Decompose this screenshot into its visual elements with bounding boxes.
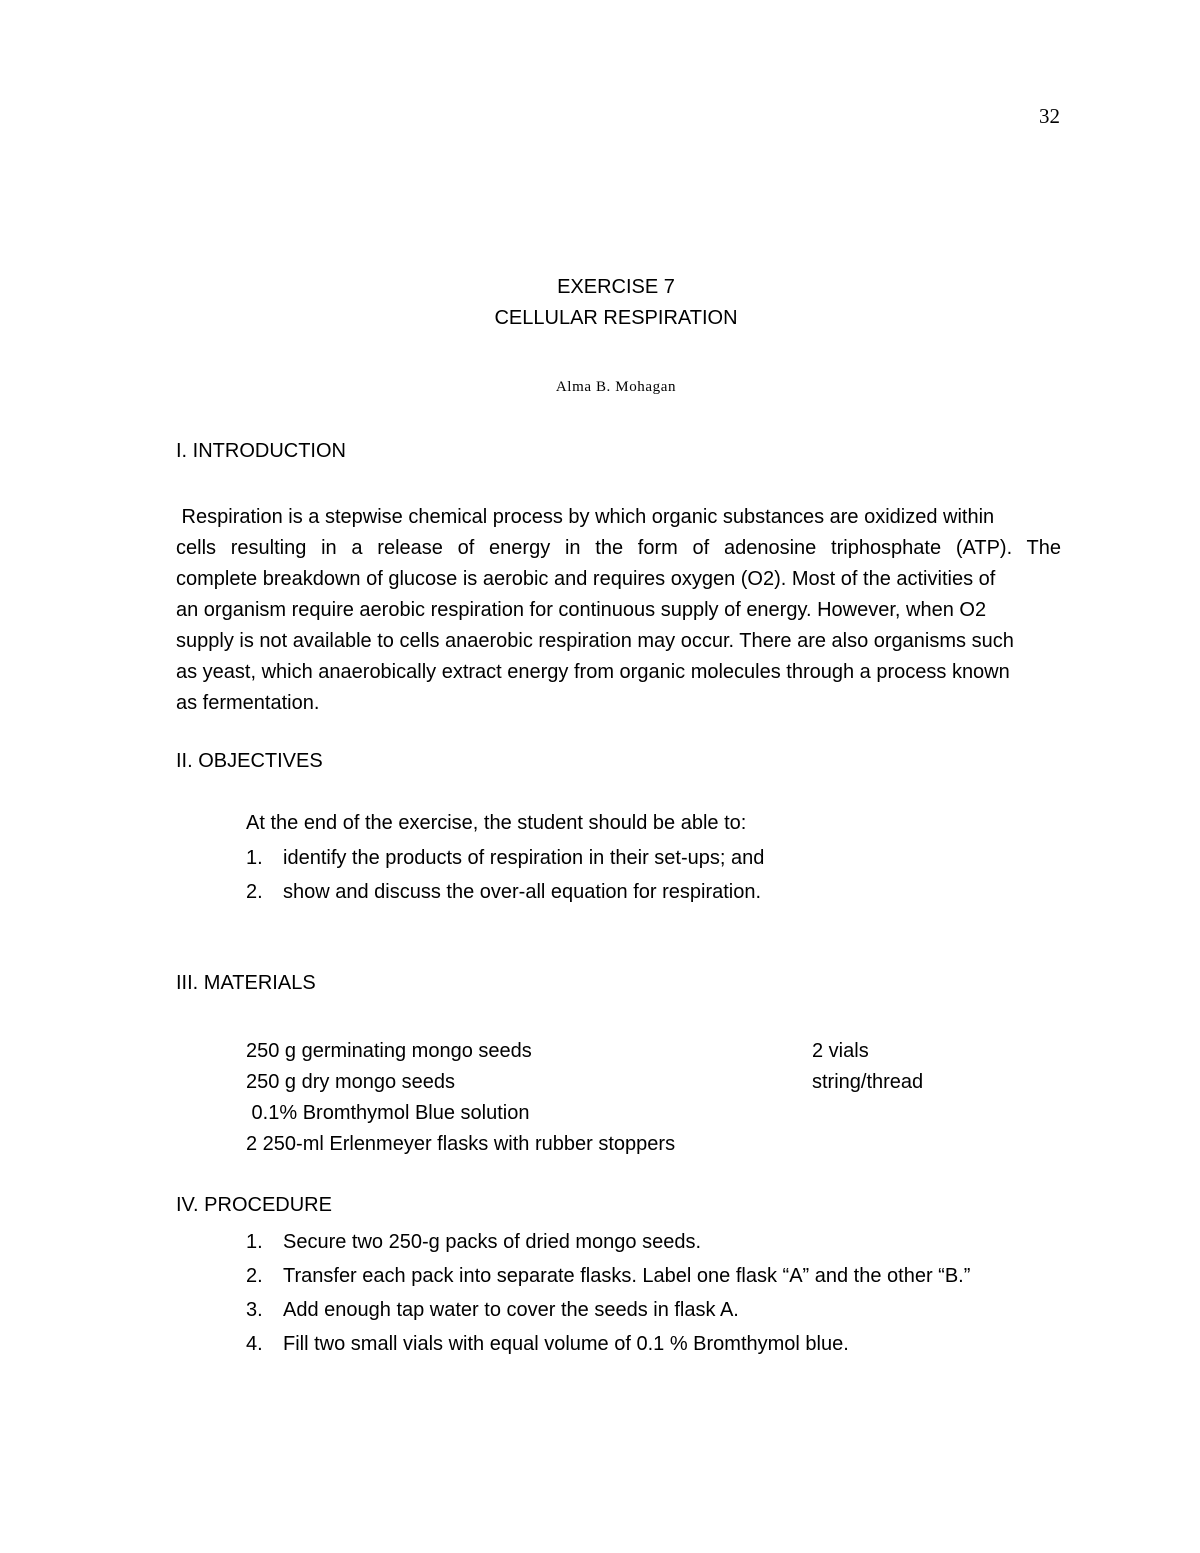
- material-item: [812, 1098, 966, 1129]
- paragraph-line: cells resulting in a release of energy in the form of adenosine triphosphate (ATP). The: [176, 537, 1061, 559]
- material-item: 0.1% Bromthymol Blue solution: [246, 1102, 530, 1124]
- objectives-heading: II. OBJECTIVES: [176, 750, 323, 772]
- introduction-paragraph: [176, 502, 1061, 719]
- paragraph-line: Respiration is a stepwise chemical process by which organic substances are oxidized within: [176, 506, 995, 528]
- paragraph-line: as yeast, which anaerobically extract energy from organic molecules through a process known: [176, 661, 1010, 683]
- material-item: 2 250-ml Erlenmeyer flasks with rubber stoppers: [246, 1133, 676, 1155]
- step-text: Fill two small vials with equal volume of 0.1 % Bromthymol blue.: [283, 1333, 849, 1355]
- materials-row: [246, 1067, 966, 1098]
- material-item: 250 g germinating mongo seeds: [246, 1040, 532, 1062]
- material-item: 2 vials: [812, 1040, 869, 1062]
- item-text: show and discuss the over-all equation for respiration.: [283, 881, 762, 903]
- page-number: 32: [1039, 104, 1060, 128]
- material-item: string/thread: [812, 1071, 924, 1093]
- material-item: [675, 1129, 966, 1160]
- list-item: [246, 875, 764, 909]
- materials-list: [246, 1036, 966, 1160]
- introduction-heading: I. INTRODUCTION: [176, 440, 346, 462]
- procedure-heading: IV. PROCEDURE: [176, 1194, 332, 1216]
- objectives-lead: At the end of the exercise, the student should be able to:: [246, 812, 747, 834]
- paragraph-line: complete breakdown of glucose is aerobic and requires oxygen (O2). Most of the activities of: [176, 568, 996, 590]
- title-block: [0, 272, 1200, 334]
- exercise-title: CELLULAR RESPIRATION: [494, 307, 738, 329]
- list-item: [246, 841, 764, 875]
- materials-row: [246, 1098, 966, 1129]
- list-item: [246, 1259, 970, 1293]
- step-number: 4.: [246, 1333, 263, 1355]
- procedure-list: [246, 1225, 970, 1361]
- item-number: 1.: [246, 847, 263, 869]
- list-item: [246, 1225, 970, 1259]
- item-text: identify the products of respiration in their set-ups; and: [283, 847, 765, 869]
- objectives-list: [246, 841, 764, 909]
- paragraph-line: as fermentation.: [176, 692, 320, 714]
- step-number: 3.: [246, 1299, 263, 1321]
- list-item: [246, 1293, 970, 1327]
- item-number: 2.: [246, 881, 263, 903]
- step-text: Transfer each pack into separate flasks. Label one flask “A” and the other “B.”: [283, 1265, 971, 1287]
- step-text: Secure two 250-g packs of dried mongo seeds.: [283, 1231, 702, 1253]
- material-item: 250 g dry mongo seeds: [246, 1071, 456, 1093]
- step-number: 2.: [246, 1265, 263, 1287]
- exercise-number: EXERCISE 7: [557, 276, 675, 298]
- list-item: [246, 1327, 970, 1361]
- materials-heading: III. MATERIALS: [176, 972, 316, 994]
- step-number: 1.: [246, 1231, 263, 1253]
- step-text: Add enough tap water to cover the seeds in flask A.: [283, 1299, 739, 1321]
- paragraph-line: an organism require aerobic respiration for continuous supply of energy. However, when O2: [176, 599, 987, 621]
- author-name: Alma B. Mohagan: [555, 379, 677, 395]
- materials-row: [246, 1129, 966, 1160]
- paragraph-line: supply is not available to cells anaerobic respiration may occur. There are also organisms such: [176, 630, 1014, 652]
- materials-row: [246, 1036, 966, 1067]
